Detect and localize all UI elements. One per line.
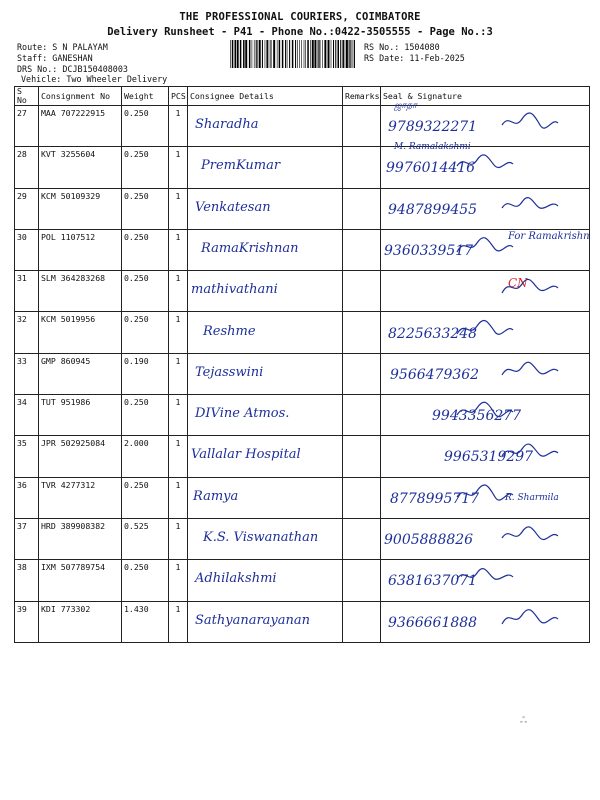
staff-label: Staff: GANESHAN <box>17 53 93 63</box>
pcs-cell: 1 <box>169 601 188 642</box>
consignee-handwritten-name: PremKumar <box>201 158 281 174</box>
signature-scribble <box>455 235 515 257</box>
pcs-cell: 1 <box>169 395 188 436</box>
sno-cell: 39 <box>15 601 39 642</box>
receiver-phone: 9943356277 <box>432 408 522 425</box>
pcs-cell: 1 <box>169 436 188 477</box>
remarks-cell <box>343 601 381 642</box>
consignee-handwritten-name: Tejasswini <box>195 364 264 380</box>
signature-scribble <box>500 441 560 463</box>
sno-cell: 35 <box>15 436 39 477</box>
weight-cell: 1.430 <box>122 601 169 642</box>
sno-cell: 30 <box>15 229 39 270</box>
pcs-cell: 1 <box>169 188 188 229</box>
consignment-cell: JPR 502925084 <box>39 436 122 477</box>
page-mark: ஃ <box>520 716 528 726</box>
weight-cell: 0.250 <box>122 312 169 353</box>
receiver-phone: 9487899455 <box>388 201 478 218</box>
consignee-handwritten-name: Sharadha <box>195 117 259 132</box>
col-signature-header: Seal & Signature <box>381 87 590 106</box>
remarks-cell <box>343 518 381 559</box>
consignee-handwritten-name: Ramya <box>193 488 239 504</box>
weight-cell: 0.250 <box>122 271 169 312</box>
table-header-row <box>15 87 590 106</box>
receiver-phone: 8225633248 <box>388 325 478 342</box>
consignment-cell: POL 1107512 <box>39 229 122 270</box>
receiver-phone: 6381637071 <box>388 573 478 590</box>
signature-scribble <box>500 111 560 133</box>
sno-cell: 31 <box>15 271 39 312</box>
pcs-cell: 1 <box>169 106 188 147</box>
drs-number: DRS No.: DCJB150408003 <box>17 64 128 74</box>
remarks-cell <box>343 353 381 394</box>
seal-note: ஜாதா <box>394 101 417 111</box>
signature-scribble <box>500 607 560 629</box>
consignment-cell: KVT 3255604 <box>39 147 122 188</box>
consignment-cell: KCM 5019956 <box>39 312 122 353</box>
weight-cell: 0.250 <box>122 560 169 601</box>
sno-cell: 33 <box>15 353 39 394</box>
remarks-cell <box>343 188 381 229</box>
weight-cell: 0.250 <box>122 106 169 147</box>
signature-scribble <box>455 483 515 505</box>
receiver-phone: 9366661888 <box>388 614 478 631</box>
consignment-cell: HRD 389908382 <box>39 518 122 559</box>
remarks-cell <box>343 147 381 188</box>
receiver-phone: 9965319297 <box>444 449 534 466</box>
rs-number: RS No.: 1504080 <box>364 42 440 52</box>
sno-cell: 36 <box>15 477 39 518</box>
consignee-handwritten-name: Reshme <box>203 323 256 339</box>
consignment-cell: TVR 4277312 <box>39 477 122 518</box>
sno-cell: 38 <box>15 560 39 601</box>
weight-cell: 2.000 <box>122 436 169 477</box>
runsheet-title: Delivery Runsheet - P41 - Phone No.:0422-3505555 - Page No.:3 <box>107 26 493 38</box>
col-weight-header: Weight <box>122 87 169 106</box>
seal-note: For Ramakrishn <box>508 230 590 242</box>
col-pcs-header: PCS <box>169 87 188 106</box>
remarks-cell <box>343 271 381 312</box>
signature-scribble <box>500 359 560 381</box>
signature-scribble <box>455 565 515 587</box>
sno-cell: 34 <box>15 395 39 436</box>
pcs-cell: 1 <box>169 271 188 312</box>
consignee-handwritten-name: DIVine Atmos. <box>195 406 290 422</box>
remarks-cell <box>343 436 381 477</box>
seal-note: M. Ramalakshmi <box>394 142 471 153</box>
barcode-image <box>230 40 356 68</box>
receiver-phone: 8778995717 <box>390 490 480 507</box>
remarks-cell <box>343 312 381 353</box>
seal-note: R. Sharmila <box>505 492 559 503</box>
consignee-handwritten-name: mathivathani <box>191 282 278 298</box>
consignment-cell: GMP 860945 <box>39 353 122 394</box>
sno-cell: 32 <box>15 312 39 353</box>
consignment-cell: SLM 364283268 <box>39 271 122 312</box>
remarks-cell <box>343 229 381 270</box>
consignee-handwritten-name: Sathyanarayanan <box>195 612 311 628</box>
receiver-phone: 9566479362 <box>390 366 480 383</box>
company-name: THE PROFESSIONAL COURIERS, COIMBATORE <box>179 11 421 23</box>
consignment-cell: MAA 707222915 <box>39 106 122 147</box>
consignment-cell: IXM 507789754 <box>39 560 122 601</box>
consignee-handwritten-name: K.S. Viswanathan <box>203 530 319 545</box>
weight-cell: 0.250 <box>122 147 169 188</box>
signature-scribble <box>455 152 515 174</box>
pcs-cell: 1 <box>169 147 188 188</box>
weight-cell: 0.190 <box>122 353 169 394</box>
weight-cell: 0.250 <box>122 477 169 518</box>
pcs-cell: 1 <box>169 229 188 270</box>
col-consignee-header: Consignee Details <box>188 87 343 106</box>
consignee-handwritten-name: Adhilakshmi <box>195 571 277 587</box>
remarks-cell <box>343 477 381 518</box>
pcs-cell: 1 <box>169 353 188 394</box>
sno-cell: 37 <box>15 518 39 559</box>
consignee-handwritten-name: Venkatesan <box>195 199 271 215</box>
remarks-cell <box>343 106 381 147</box>
signature-scribble <box>455 318 515 340</box>
receiver-phone: 9360339517 <box>384 242 474 259</box>
sno-cell: 27 <box>15 106 39 147</box>
consignment-cell: KCM 50109329 <box>39 188 122 229</box>
sno-cell: 28 <box>15 147 39 188</box>
weight-cell: 0.250 <box>122 395 169 436</box>
remarks-cell <box>343 395 381 436</box>
col-sno-header: S No <box>15 87 39 106</box>
receiver-phone: 9005888826 <box>384 532 474 548</box>
seal-note: CN <box>508 276 528 291</box>
signature-scribble <box>500 276 560 298</box>
consignee-handwritten-name: RamaKrishnan <box>201 240 299 256</box>
receiver-phone: 9976014416 <box>386 160 476 177</box>
vehicle-label: Vehicle: Two Wheeler Delivery <box>21 74 168 84</box>
signature-scribble <box>500 524 560 546</box>
weight-cell: 0.250 <box>122 188 169 229</box>
weight-cell: 0.525 <box>122 518 169 559</box>
col-remarks-header: Remarks <box>343 87 381 106</box>
consignment-cell: KDI 773302 <box>39 601 122 642</box>
consignment-cell: TUT 951986 <box>39 395 122 436</box>
pcs-cell: 1 <box>169 477 188 518</box>
sno-cell: 29 <box>15 188 39 229</box>
route-label: Route: S N PALAYAM <box>17 42 108 52</box>
pcs-cell: 1 <box>169 518 188 559</box>
pcs-cell: 1 <box>169 560 188 601</box>
rs-date: RS Date: 11-Feb-2025 <box>364 53 465 63</box>
receiver-phone: 9789322271 <box>388 119 478 135</box>
signature-scribble <box>500 194 560 216</box>
consignee-handwritten-name: Vallalar Hospital <box>191 447 301 463</box>
remarks-cell <box>343 560 381 601</box>
weight-cell: 0.250 <box>122 229 169 270</box>
signature-scribble <box>455 400 515 422</box>
col-consignment-header: Consignment No <box>39 87 122 106</box>
pcs-cell: 1 <box>169 312 188 353</box>
